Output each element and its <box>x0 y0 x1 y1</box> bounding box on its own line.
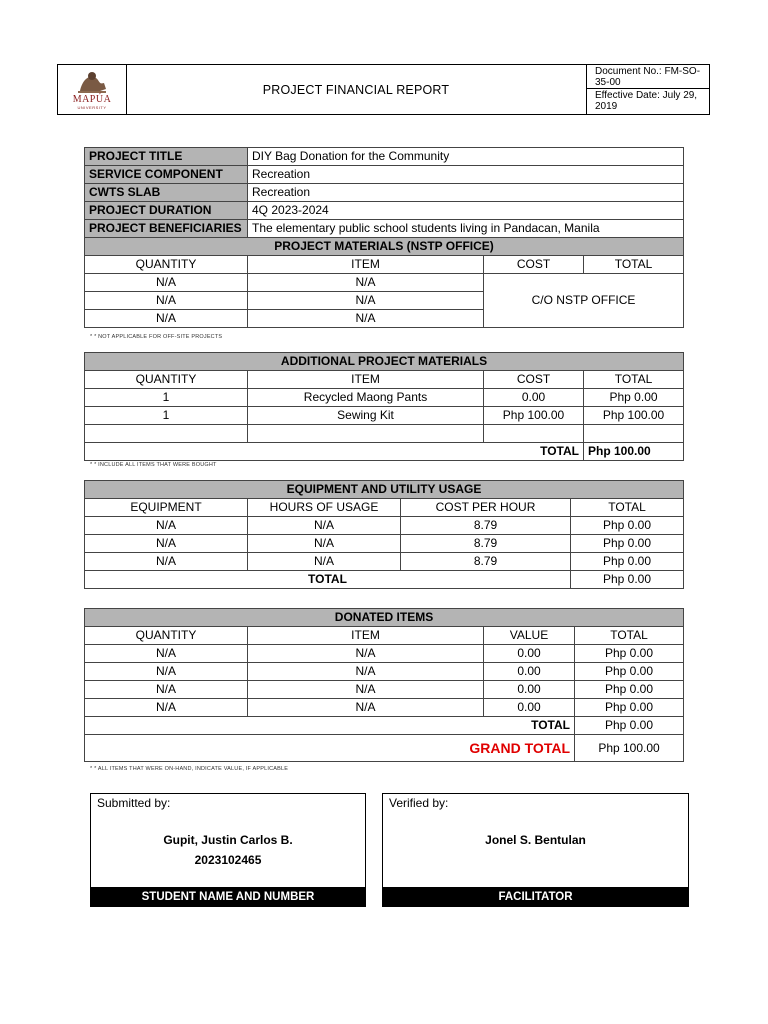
grand-total-value: Php 100.00 <box>575 735 684 762</box>
table-row <box>85 407 684 425</box>
column-header: QUANTITY <box>85 256 248 274</box>
table-cell: N/A <box>248 645 484 663</box>
table-header-row <box>85 627 684 645</box>
table-header-row <box>85 499 684 517</box>
column-header: COST PER HOUR <box>401 499 571 517</box>
column-header: QUANTITY <box>85 627 248 645</box>
total-label: TOTAL <box>85 571 571 589</box>
table-cell: 0.00 <box>484 663 575 681</box>
table-cell: 0.00 <box>484 645 575 663</box>
table-cell: N/A <box>85 645 248 663</box>
table-cell: 8.79 <box>401 517 571 535</box>
column-header: COST <box>484 371 584 389</box>
table-cell: Php 0.00 <box>584 389 684 407</box>
table-cell: N/A <box>85 535 248 553</box>
info-value: The elementary public school students living in Pandacan, Manila <box>248 220 684 238</box>
submitted-by-caption: Submitted by: <box>97 796 171 810</box>
section-title-materials: PROJECT MATERIALS (NSTP OFFICE) <box>85 238 684 256</box>
table-row <box>85 425 684 443</box>
section-title-additional: ADDITIONAL PROJECT MATERIALS <box>85 353 684 371</box>
footnote: * * ALL ITEMS THAT WERE ON-HAND, INDICATE VALUE, IF APPLICABLE <box>90 766 289 772</box>
table-cell: N/A <box>85 292 248 310</box>
table-cell <box>85 425 248 443</box>
section-title-equipment: EQUIPMENT AND UTILITY USAGE <box>85 481 684 499</box>
project-info-table <box>84 147 684 328</box>
table-row <box>85 535 684 553</box>
column-header: EQUIPMENT <box>85 499 248 517</box>
footnote: * * NOT APPLICABLE FOR OFF-SITE PROJECTS <box>90 334 223 340</box>
table-cell: N/A <box>85 274 248 292</box>
grand-total-label: GRAND TOTAL <box>85 735 575 762</box>
table-cell: 1 <box>85 407 248 425</box>
column-header: QUANTITY <box>85 371 248 389</box>
table-row <box>85 681 684 699</box>
info-row <box>85 148 684 166</box>
table-cell <box>584 425 684 443</box>
table-cell: 0.00 <box>484 681 575 699</box>
total-row <box>85 717 684 735</box>
info-label: PROJECT DURATION <box>85 202 248 220</box>
table-cell: N/A <box>248 517 401 535</box>
table-cell: Php 0.00 <box>575 663 684 681</box>
total-value: Php 0.00 <box>571 571 684 589</box>
table-cell: N/A <box>248 310 484 328</box>
column-header: TOTAL <box>584 371 684 389</box>
grand-total-row <box>85 735 684 762</box>
document-meta <box>586 65 710 114</box>
column-header: ITEM <box>248 627 484 645</box>
column-header: TOTAL <box>584 256 684 274</box>
student-name: Gupit, Justin Carlos B. <box>163 833 293 847</box>
table-cell: Php 0.00 <box>571 553 684 571</box>
table-cell: Php 0.00 <box>575 681 684 699</box>
column-header: TOTAL <box>571 499 684 517</box>
table-cell: N/A <box>248 663 484 681</box>
table-cell: N/A <box>248 699 484 717</box>
table-cell: Php 0.00 <box>571 535 684 553</box>
table-cell: N/A <box>85 517 248 535</box>
info-label: PROJECT BENEFICIARIES <box>85 220 248 238</box>
table-row <box>85 699 684 717</box>
table-cell: N/A <box>248 274 484 292</box>
table-cell: 8.79 <box>401 553 571 571</box>
table-cell: N/A <box>248 681 484 699</box>
table-row <box>85 663 684 681</box>
total-label: TOTAL <box>85 717 575 735</box>
column-header: HOURS OF USAGE <box>248 499 401 517</box>
total-value: Php 0.00 <box>575 717 684 735</box>
table-cell <box>248 425 484 443</box>
verified-by-caption: Verified by: <box>389 796 449 810</box>
donated-items-table <box>84 608 684 762</box>
table-cell: N/A <box>85 310 248 328</box>
table-cell: Php 0.00 <box>575 699 684 717</box>
column-header: TOTAL <box>575 627 684 645</box>
student-role-bar: STUDENT NAME AND NUMBER <box>90 887 366 907</box>
total-row <box>85 571 684 589</box>
total-value: Php 100.00 <box>584 443 684 461</box>
document-header <box>57 64 710 115</box>
table-row <box>85 645 684 663</box>
column-header: COST <box>484 256 584 274</box>
table-cell: 0.00 <box>484 389 584 407</box>
info-value: Recreation <box>248 184 684 202</box>
section-title-donated: DONATED ITEMS <box>85 609 684 627</box>
column-header: VALUE <box>484 627 575 645</box>
table-cell: 8.79 <box>401 535 571 553</box>
additional-materials-table <box>84 352 684 461</box>
total-label: TOTAL <box>85 443 584 461</box>
table-row <box>85 274 684 292</box>
column-header: ITEM <box>248 371 484 389</box>
effective-date: Effective Date: July 29, 2019 <box>595 90 698 112</box>
footnote: * * INCLUDE ALL ITEMS THAT WERE BOUGHT <box>90 462 217 468</box>
table-cell: N/A <box>85 681 248 699</box>
university-logo <box>58 65 127 114</box>
table-header-row <box>85 371 684 389</box>
table-cell: N/A <box>248 535 401 553</box>
table-cell: 1 <box>85 389 248 407</box>
table-cell: Php 0.00 <box>575 645 684 663</box>
facilitator-name: Jonel S. Bentulan <box>485 833 586 847</box>
table-row <box>85 389 684 407</box>
equipment-table <box>84 480 684 589</box>
table-cell: Php 100.00 <box>484 407 584 425</box>
table-row <box>85 517 684 535</box>
mapua-seal-icon <box>74 69 110 95</box>
table-cell: N/A <box>248 553 401 571</box>
info-row <box>85 166 684 184</box>
table-row <box>85 553 684 571</box>
facilitator-role-bar: FACILITATOR <box>382 887 689 907</box>
column-header: ITEM <box>248 256 484 274</box>
submitted-by-box <box>90 793 366 907</box>
student-number: 2023102465 <box>194 853 262 867</box>
logo-text: MAPÚA <box>72 94 112 105</box>
page-title: PROJECT FINANCIAL REPORT <box>262 82 450 97</box>
info-value: DIY Bag Donation for the Community <box>248 148 684 166</box>
table-cell: N/A <box>248 292 484 310</box>
info-label: CWTS SLAB <box>85 184 248 202</box>
info-value: Recreation <box>248 166 684 184</box>
table-cell <box>484 425 584 443</box>
table-cell: N/A <box>85 553 248 571</box>
table-cell: 0.00 <box>484 699 575 717</box>
table-header-row <box>85 256 684 274</box>
info-row <box>85 202 684 220</box>
document-number: Document No.: FM-SO-35-00 <box>587 65 710 89</box>
logo-subtext: UNIVERSITY <box>77 105 107 110</box>
info-label: SERVICE COMPONENT <box>85 166 248 184</box>
table-cell: N/A <box>85 699 248 717</box>
table-cell: Php 100.00 <box>584 407 684 425</box>
merged-cell: C/O NSTP OFFICE <box>484 274 684 328</box>
verified-by-box <box>382 793 689 907</box>
info-label: PROJECT TITLE <box>85 148 248 166</box>
table-cell: Sewing Kit <box>248 407 484 425</box>
info-row <box>85 220 684 238</box>
total-row <box>85 443 684 461</box>
info-row <box>85 184 684 202</box>
info-value: 4Q 2023-2024 <box>248 202 684 220</box>
table-cell: Php 0.00 <box>571 517 684 535</box>
table-cell: N/A <box>85 663 248 681</box>
table-cell: Recycled Maong Pants <box>248 389 484 407</box>
